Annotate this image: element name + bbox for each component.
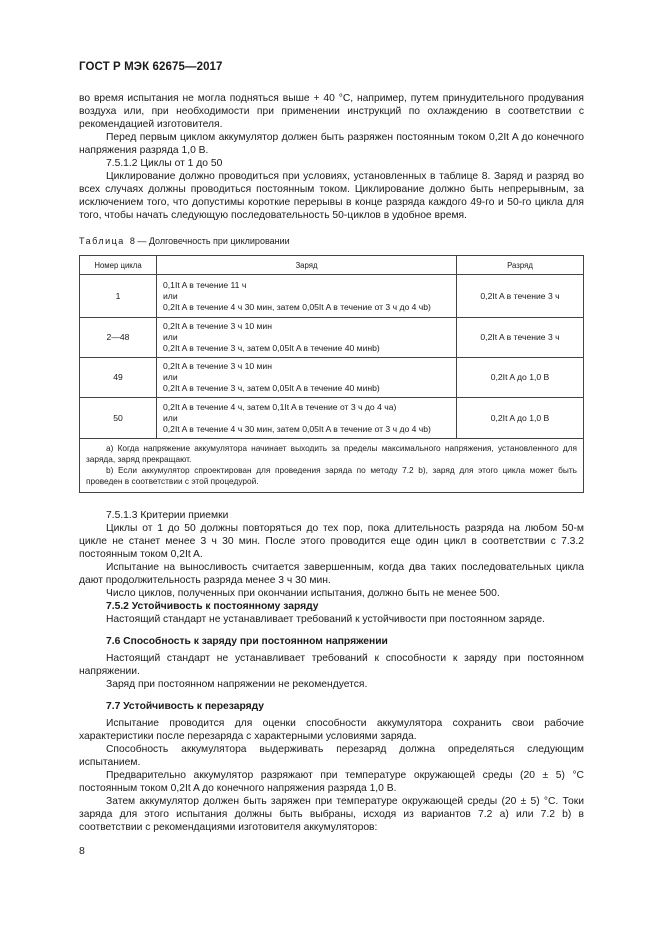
table-caption-label: Таблица xyxy=(79,236,125,246)
charge-cell xyxy=(157,275,457,318)
section-7-7-paragraph-1: Испытание проводится для оценки способности аккумулятора сохранить свои рабочие характеристики после перезаряда с характерными условиями заряда. xyxy=(79,718,584,742)
charge-line: или xyxy=(163,332,178,342)
intro-paragraph-1: во время испытания не могла подняться выше + 40 °C, например, путем принудительного продувания воздуха или, при необходимости при применении инструкций по охлаждению в соответствии с рекомендацией изготовителя. xyxy=(79,93,584,130)
table-caption-text: 8 — Долговечность при циклировании xyxy=(129,236,290,246)
charge-line: 0,2It A в течение 3 ч, затем 0,05It A в течение 40 минb) xyxy=(163,343,380,353)
table-notes-row xyxy=(80,439,584,493)
table-row xyxy=(80,398,584,439)
section-7-5-1-2-title: 7.5.1.2 Циклы от 1 до 50 xyxy=(106,158,223,169)
charge-line: 0,2It A в течение 3 ч 10 мин xyxy=(163,361,272,371)
table-header-row xyxy=(80,256,584,275)
section-7-5-1-3-paragraph-1: Циклы от 1 до 50 должны повторяться до тех пор, пока длительность разряда на любом 50-м цикле не станет менее 3 ч 30 мин. После этого проводится еще один цикл в соответствии с 7.3.2 постоянным током 0,2It A. xyxy=(79,523,584,560)
section-7-5-1-3-paragraph-2: Испытание на выносливость считается завершенным, когда два таких последовательных цикла дают продолжительность разряда менее 3 ч 30 мин. xyxy=(79,562,584,586)
charge-cell xyxy=(157,398,457,439)
document-header: ГОСТ Р МЭК 62675—2017 xyxy=(79,61,223,73)
section-7-5-2-title: 7.5.2 Устойчивость к постоянному заряду xyxy=(106,601,319,612)
section-7-5-2-paragraph: Настоящий стандарт не устанавливает требований к устойчивости при постоянном заряде. xyxy=(106,614,545,625)
table-notes-cell xyxy=(80,439,584,493)
cycle-number-cell: 50 xyxy=(80,398,157,439)
table-footnote-a: a) Когда напряжение аккумулятора начинает выходить за пределы максимального напряжения, установленного для заряда, заряд прекращают. xyxy=(86,443,577,464)
charge-line: или xyxy=(163,372,178,382)
discharge-cell: 0,2It A до 1,0 В xyxy=(457,398,584,439)
section-7-7-paragraph-2: Способность аккумулятора выдерживать перезаряд должна определяться следующим испытанием. xyxy=(79,744,584,768)
section-7-6-paragraph-2: Заряд при постоянном напряжении не рекомендуется. xyxy=(106,679,368,690)
table-row xyxy=(80,358,584,398)
section-7-7-title: 7.7 Устойчивость к перезаряду xyxy=(106,701,265,712)
header-discharge: Разряд xyxy=(457,256,584,275)
charge-line: или xyxy=(163,290,178,301)
discharge-cell: 0,2It A до 1,0 В xyxy=(457,358,584,398)
section-7-6-paragraph-1: Настоящий стандарт не устанавливает требований к способности к заряду при постоянном напряжении. xyxy=(79,653,584,677)
cycle-number-cell: 49 xyxy=(80,358,157,398)
charge-line: 0,2It A в течение 4 ч 30 мин, затем 0,05It A в течение от 3 ч до 4 чb) xyxy=(163,301,431,312)
table-8-caption xyxy=(79,235,584,248)
header-charge: Заряд xyxy=(157,256,457,275)
table-row xyxy=(80,318,584,358)
section-7-6-title: 7.6 Способность к заряду при постоянном напряжении xyxy=(106,636,388,647)
section-7-5-1-3-paragraph-3: Число циклов, полученных при окончании испытания, должно быть не менее 500. xyxy=(106,588,500,599)
table-8 xyxy=(79,255,584,493)
charge-cell xyxy=(157,358,457,398)
charge-line: 0,2It A в течение 4 ч 30 мин, затем 0,05It A в течение от 3 ч до 4 чb) xyxy=(163,423,431,434)
charge-line: 0,2It A в течение 3 ч, затем 0,05It A в течение 40 минb) xyxy=(163,383,380,393)
section-7-7-paragraph-3: Предварительно аккумулятор разряжают при температуре окружающей среды (20 ± 5) °C постоянным током 0,2It A до конечного напряжения разряда 1,0 В. xyxy=(79,770,584,794)
table-footnote-b: b) Если аккумулятор спроектирован для проведения заряда по методу 7.2 b), заряд для этого цикла может быть проведен в соответствии с этой процедурой. xyxy=(86,465,577,486)
charge-cell xyxy=(157,318,457,358)
table-row xyxy=(80,275,584,318)
discharge-cell: 0,2It A в течение 3 ч xyxy=(457,275,584,318)
discharge-cell: 0,2It A в течение 3 ч xyxy=(457,318,584,358)
charge-line: 0,2It A в течение 4 ч, затем 0,1It A в течение от 3 ч до 4 чa) xyxy=(163,401,397,412)
section-7-5-1-2-paragraph: Циклирование должно проводиться при условиях, установленных в таблице 8. Заряд и разряд во всех случаях должны проводиться постоянным током. Циклирование должно быть непрерывным, за исключением того, что допустимы короткие перерывы в конце разряда каждого 49-го и 50-го цикла для того, чтобы начать следующую последовательность 50-циклов в удобное время. xyxy=(79,171,584,221)
charge-line: 0,1It A в течение 11 ч xyxy=(163,279,247,290)
page-number: 8 xyxy=(79,845,85,857)
intro-paragraph-2: Перед первым циклом аккумулятор должен быть разряжен постоянным током 0,2It A до конечного напряжения разряда 1,0 В. xyxy=(79,132,584,156)
cycle-number-cell: 2—48 xyxy=(80,318,157,358)
section-7-7-paragraph-4: Затем аккумулятор должен быть заряжен при температуре окружающей среды (20 ± 5) °C. Токи заряда для этого испытания должны быть выбраны, исходя из вариантов 7.2 a) или 7.2 b) в соответствии с рекомендациями изготовителя аккумуляторов: xyxy=(79,796,584,833)
charge-line: 0,2It A в течение 3 ч 10 мин xyxy=(163,321,272,331)
header-cycle-number: Номер цикла xyxy=(80,256,157,275)
page-content xyxy=(79,92,584,834)
charge-line: или xyxy=(163,412,178,423)
cycle-number-cell: 1 xyxy=(80,275,157,318)
section-7-5-1-3-title: 7.5.1.3 Критерии приемки xyxy=(106,510,229,521)
